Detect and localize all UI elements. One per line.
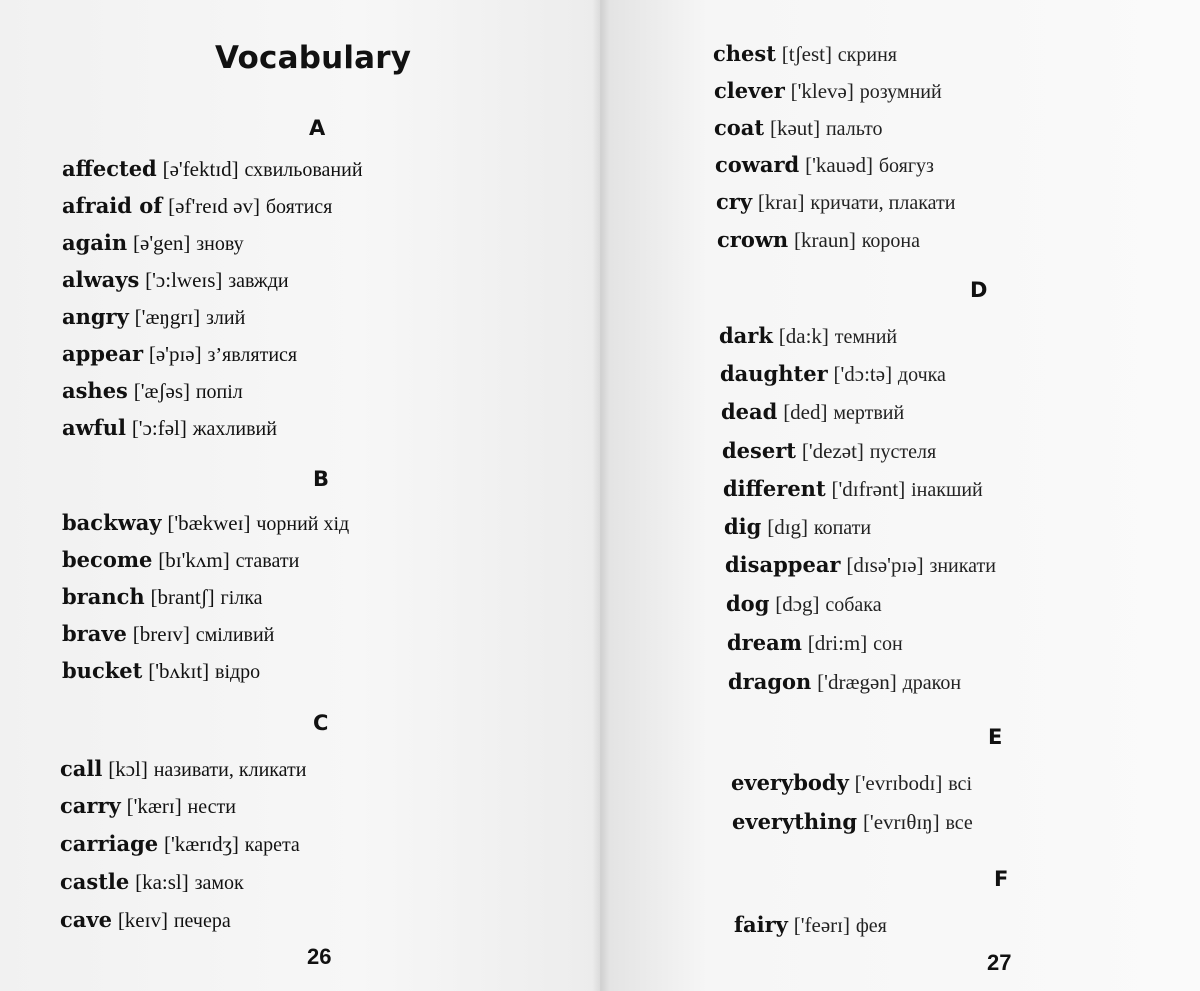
entry-transcription: [ə'fektɪd] — [162, 157, 239, 181]
entry-translation: собака — [825, 594, 882, 616]
vocab-entry — [714, 116, 883, 141]
vocab-entry — [60, 794, 236, 819]
entry-translation: фея — [855, 915, 887, 937]
vocab-entry — [713, 42, 897, 67]
entry-transcription: [bɪ'kʌm] — [158, 548, 230, 572]
vocab-entry — [716, 190, 955, 215]
vocab-entry — [731, 771, 972, 796]
entry-translation: боятися — [265, 196, 333, 218]
entry-word: bucket — [62, 658, 143, 683]
entry-translation: скриня — [837, 44, 897, 66]
entry-transcription: [kraɪ] — [757, 190, 805, 214]
page-title: Vocabulary — [215, 40, 412, 76]
vocab-entry — [722, 439, 936, 464]
section-letter-f: F — [994, 867, 1009, 891]
entry-transcription: ['kauəd] — [805, 153, 873, 177]
entry-word: coat — [714, 115, 765, 140]
section-letter-d: D — [970, 278, 988, 302]
entry-translation: називати, кликати — [153, 759, 307, 781]
section-letter-a: A — [309, 116, 326, 140]
entry-transcription: ['dɔ:tə] — [833, 362, 893, 386]
entry-transcription: [kəut] — [769, 116, 821, 140]
vocab-entry — [62, 157, 363, 182]
entry-word: affected — [62, 156, 157, 181]
entry-word: brave — [62, 621, 127, 646]
entry-word: appear — [62, 341, 144, 366]
entry-transcription: ['evrɪbodɪ] — [854, 771, 943, 795]
entry-word: branch — [62, 584, 145, 609]
entry-translation: схвильований — [244, 159, 363, 181]
entry-translation: завжди — [228, 270, 289, 292]
entry-translation: з’являтися — [207, 344, 298, 366]
entry-word: chest — [713, 41, 776, 66]
vocab-entry — [727, 631, 903, 656]
entry-word: carry — [60, 793, 121, 818]
vocab-entry — [62, 416, 277, 441]
vocab-entry — [62, 194, 332, 219]
page-number: 27 — [987, 950, 1012, 975]
entry-word: awful — [62, 415, 126, 440]
entry-word: call — [60, 756, 103, 781]
entry-word: coward — [715, 152, 800, 177]
entry-word: disappear — [725, 552, 841, 577]
vocab-entry — [728, 670, 961, 695]
vocab-entry — [719, 324, 897, 349]
vocab-entry — [726, 592, 882, 617]
entry-translation: дракон — [902, 672, 962, 694]
entry-translation: гілка — [220, 587, 263, 609]
entry-word: dream — [727, 630, 802, 655]
entry-word: angry — [62, 304, 129, 329]
vocab-entry — [60, 870, 244, 895]
entry-word: cave — [60, 907, 112, 932]
entry-word: backway — [62, 510, 162, 535]
entry-translation: карета — [244, 834, 300, 856]
entry-translation: корона — [861, 230, 920, 252]
vocab-entry — [721, 400, 904, 425]
entry-transcription: ['dezət] — [801, 439, 864, 463]
entry-translation: знову — [196, 233, 244, 255]
entry-translation: печера — [173, 910, 231, 932]
entry-word: everything — [732, 809, 858, 834]
entry-translation: дочка — [897, 364, 946, 386]
entry-transcription: ['feərɪ] — [793, 913, 850, 937]
entry-transcription: [əf'reɪd əv] — [168, 194, 260, 218]
section-letter-b: B — [313, 467, 330, 491]
entry-translation: кричати, плакати — [810, 192, 956, 214]
entry-word: crown — [717, 227, 789, 252]
entry-transcription: ['dɪfrənt] — [831, 477, 906, 501]
entry-word: again — [62, 230, 128, 255]
vocab-entry — [725, 553, 996, 578]
entry-word: dark — [719, 323, 773, 348]
entry-translation: пальто — [825, 118, 883, 140]
vocab-entry — [732, 810, 973, 835]
entry-transcription: ['drægən] — [817, 670, 897, 694]
entry-word: dragon — [728, 669, 812, 694]
entry-transcription: ['æʃəs] — [133, 379, 190, 403]
entry-word: daughter — [720, 361, 828, 386]
entry-translation: зникати — [929, 555, 996, 577]
entry-translation: темний — [834, 326, 898, 348]
entry-translation: все — [945, 812, 973, 834]
vocab-entry — [60, 832, 300, 857]
entry-translation: розумний — [859, 81, 942, 103]
entry-transcription: [brantʃ] — [150, 585, 215, 609]
entry-word: cry — [716, 189, 753, 214]
entry-word: castle — [60, 869, 130, 894]
entry-word: different — [723, 476, 826, 501]
entry-translation: чорний хід — [256, 513, 350, 535]
entry-transcription: [breɪv] — [132, 622, 190, 646]
entry-translation: мертвий — [833, 402, 905, 424]
page-number: 26 — [307, 944, 332, 969]
vocab-entry — [62, 659, 260, 684]
section-letter-c: C — [313, 711, 329, 735]
entry-translation: ставати — [235, 550, 300, 572]
vocab-entry — [62, 622, 274, 647]
entry-translation: злий — [206, 307, 246, 329]
entry-translation: пустеля — [869, 441, 937, 463]
entry-translation: відро — [215, 661, 261, 683]
entry-word: desert — [722, 438, 796, 463]
entry-transcription: ['klevə] — [790, 79, 854, 103]
entry-transcription: [dɔg] — [775, 592, 820, 616]
entry-translation: боягуз — [878, 155, 934, 177]
entry-translation: сміливий — [195, 624, 275, 646]
entry-translation: всі — [948, 773, 972, 795]
section-letter-e: E — [988, 725, 1003, 749]
entry-word: ashes — [62, 378, 128, 403]
entry-translation: замок — [194, 872, 244, 894]
entry-word: afraid of — [62, 193, 163, 218]
vocab-entry — [714, 79, 942, 104]
vocab-entry — [62, 379, 243, 404]
entry-translation: жахливий — [192, 418, 277, 440]
vocab-entry — [734, 913, 887, 938]
entry-translation: попіл — [195, 381, 243, 403]
entry-transcription: [da:k] — [778, 324, 829, 348]
entry-transcription: ['bʌkɪt] — [148, 659, 210, 683]
entry-word: everybody — [731, 770, 849, 795]
entry-transcription: ['evrɪθɪŋ] — [862, 810, 940, 834]
entry-transcription: ['ɔ:fəl] — [131, 416, 187, 440]
entry-word: clever — [714, 78, 785, 103]
vocab-entry — [720, 362, 946, 387]
vocab-entry — [62, 268, 289, 293]
vocab-entry — [715, 153, 934, 178]
vocab-entry — [723, 477, 983, 502]
entry-transcription: [keɪv] — [117, 908, 168, 932]
entry-word: dead — [721, 399, 778, 424]
entry-transcription: [kɔl] — [108, 757, 148, 781]
entry-transcription: ['kærɪdʒ] — [164, 832, 239, 856]
entry-word: become — [62, 547, 153, 572]
entry-transcription: [ka:sl] — [135, 870, 189, 894]
vocab-entry — [62, 511, 349, 536]
entry-transcription: ['kærɪ] — [126, 794, 182, 818]
entry-transcription: ['æŋgrɪ] — [134, 305, 201, 329]
entry-transcription: [dɪg] — [767, 515, 809, 539]
entry-word: carriage — [60, 831, 159, 856]
vocab-entry — [62, 548, 299, 573]
right-page — [600, 0, 1200, 991]
entry-word: dig — [724, 514, 762, 539]
entry-word: fairy — [734, 912, 788, 937]
vocab-entry — [62, 585, 263, 610]
entry-transcription: [ə'gen] — [133, 231, 191, 255]
vocab-entry — [62, 342, 297, 367]
entry-transcription: ['ɔ:lweɪs] — [145, 268, 223, 292]
vocab-entry — [724, 515, 871, 540]
vocab-entry — [62, 231, 244, 256]
entry-transcription: [ded] — [783, 400, 828, 424]
entry-transcription: [tʃest] — [781, 42, 832, 66]
entry-transcription: [ə'pɪə] — [148, 342, 202, 366]
entry-translation: нести — [187, 796, 236, 818]
entry-translation: копати — [813, 517, 872, 539]
vocab-entry — [60, 908, 231, 933]
vocab-entry — [717, 228, 920, 253]
entry-word: always — [62, 267, 140, 292]
book-gutter — [592, 0, 610, 991]
entry-word: dog — [726, 591, 770, 616]
entry-transcription: ['bækweɪ] — [167, 511, 251, 535]
vocab-entry — [62, 305, 245, 330]
entry-transcription: [dri:m] — [807, 631, 868, 655]
entry-transcription: [kraun] — [794, 228, 856, 252]
vocab-entry — [60, 757, 307, 782]
entry-translation: сон — [873, 633, 903, 655]
entry-translation: інакший — [911, 479, 983, 501]
entry-transcription: [dɪsə'pɪə] — [846, 553, 924, 577]
